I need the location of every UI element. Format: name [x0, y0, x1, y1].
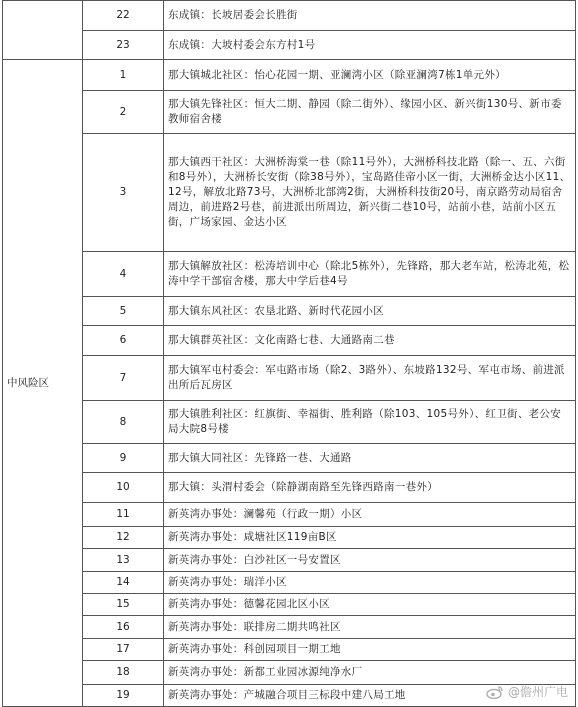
row-number: 19	[83, 685, 164, 707]
area-description: 那大镇西干社区：大洲桥海棠一巷（除11号外），大洲桥科技北路（除一、五、六街和8号外），大洲桥长安街（除38号外），宝岛路佳帝小区一街，大洲桥金达小区11、12号，解放北路73号，大洲桥北部湾2街，大洲桥科技街20号，南京路劳动局宿舍周边，前进路2号巷，前进派出所周边，新兴街二巷10号，站前小巷，站前小区五街，广场家园、金达小区	[164, 134, 576, 252]
area-description: 东成镇：大坡村委会东方村1号	[164, 31, 576, 60]
table-row	[3, 326, 576, 356]
row-number: 6	[83, 326, 164, 356]
table-row	[3, 549, 576, 572]
table-row	[3, 473, 576, 503]
row-number: 1	[83, 60, 164, 91]
row-number: 3	[83, 134, 164, 252]
table-row	[3, 134, 576, 252]
area-description: 新英湾办事处：白沙社区一号安置区	[164, 549, 576, 572]
table-row	[3, 31, 576, 60]
risk-area-table	[2, 0, 576, 707]
row-number: 11	[83, 503, 164, 527]
area-description: 那大镇城北社区：怡心花园一期、亚澜湾小区（除亚澜湾7栋1单元外）	[164, 60, 576, 91]
table-row	[3, 91, 576, 134]
risk-level-label: 中风险区	[3, 60, 83, 707]
table-row	[3, 356, 576, 401]
watermark-text: @儋州广电	[507, 685, 568, 699]
table-row	[3, 594, 576, 616]
row-number: 4	[83, 252, 164, 297]
area-description: 新英湾办事处：新都工业园冰源纯净水厂	[164, 661, 576, 685]
area-description: 那大镇：头渭村委会（除静湖南路至先锋西路南一巷外）	[164, 473, 576, 503]
table-row	[3, 503, 576, 527]
area-description: 那大镇胜利社区：红旗街、幸福街、胜利路（除103、105号外）、红卫街、老公安局大院8号楼	[164, 401, 576, 444]
table-row	[3, 297, 576, 326]
row-number: 7	[83, 356, 164, 401]
area-description: 那大镇先锋社区：恒大二期、静园（除二街外）、缘园小区、新兴街130号、新市委教师宿舍楼	[164, 91, 576, 134]
area-description: 东成镇：长坡居委会长胜街	[164, 1, 576, 31]
table-row	[3, 401, 576, 444]
table-row	[3, 252, 576, 297]
row-number: 13	[83, 549, 164, 572]
row-number: 23	[83, 31, 164, 60]
row-number: 8	[83, 401, 164, 444]
area-description: 新英湾办事处：产城融合项目三标段中建八局工地	[164, 685, 576, 707]
table-row	[3, 572, 576, 594]
row-number: 2	[83, 91, 164, 134]
table-row	[3, 444, 576, 473]
table-row	[3, 1, 576, 31]
area-description: 新英湾办事处：科创园项目一期工地	[164, 639, 576, 661]
table-row	[3, 639, 576, 661]
area-description: 那大镇群英社区：文化南路七巷、大通路南二巷	[164, 326, 576, 356]
row-number: 22	[83, 1, 164, 31]
table-row	[3, 527, 576, 549]
row-number: 17	[83, 639, 164, 661]
row-number: 5	[83, 297, 164, 326]
row-number: 14	[83, 572, 164, 594]
table-row	[3, 616, 576, 639]
region-cell	[3, 1, 83, 60]
area-description: 那大镇解放社区：松涛培训中心（除北5栋外），先锋路，那大老车站，松涛北苑，松涛中学干部宿舍楼，那大中学后巷4号	[164, 252, 576, 297]
row-number: 18	[83, 661, 164, 685]
area-description: 新英湾办事处：德馨花园北区小区	[164, 594, 576, 616]
row-number: 10	[83, 473, 164, 503]
area-description: 新英湾办事处：澜馨苑（行政一期）小区	[164, 503, 576, 527]
row-number: 16	[83, 616, 164, 639]
table-row	[3, 60, 576, 91]
area-description: 新英湾办事处：咸塘社区119亩B区	[164, 527, 576, 549]
table-row	[3, 661, 576, 685]
area-description: 那大镇东风社区：农垦北路、新时代花园小区	[164, 297, 576, 326]
row-number: 15	[83, 594, 164, 616]
row-number: 12	[83, 527, 164, 549]
area-description: 那大镇大同社区：先锋路一巷、大通路	[164, 444, 576, 473]
weibo-icon	[486, 685, 504, 699]
area-description: 新英湾办事处：瑞洋小区	[164, 572, 576, 594]
watermark	[486, 683, 568, 700]
area-description: 新英湾办事处：联排房二期共鸣社区	[164, 616, 576, 639]
area-description: 那大镇军屯村委会：军屯路市场（除2、3路外）、东坡路132号、军屯市场、前进派出所后瓦房区	[164, 356, 576, 401]
row-number: 9	[83, 444, 164, 473]
